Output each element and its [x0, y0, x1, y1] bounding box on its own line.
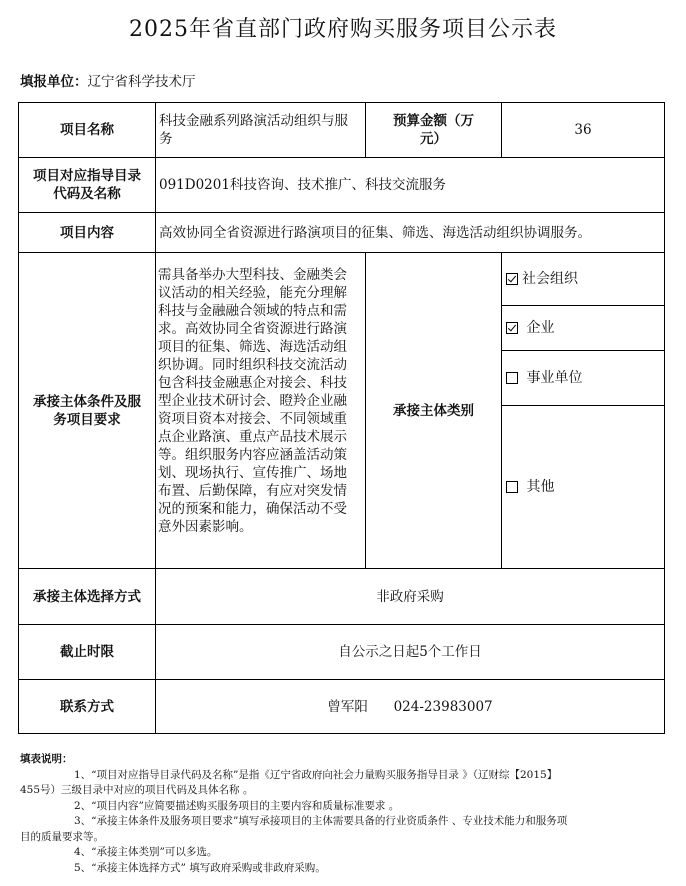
checkbox-unchecked-icon[interactable] — [506, 481, 518, 493]
page-title: 2025年省直部门政府购买服务项目公示表 — [129, 17, 557, 42]
instruction-1-cont: 455号）三级目录中对应的项目代码及具体名称 。 — [20, 784, 254, 796]
type-option-label: 事业单位 — [526, 370, 583, 386]
type-option-other[interactable] — [502, 406, 664, 569]
deadline-value: 自公示之日起5个工作日 — [156, 625, 664, 680]
type-option-label: 社会组织 — [522, 271, 578, 287]
project-name-value: 科技金融系列路演活动组织与服务 — [156, 103, 366, 158]
reporting-unit — [20, 70, 196, 90]
type-option-public-institution[interactable] — [502, 351, 664, 406]
type-option-label: 其他 — [526, 479, 555, 495]
budget-label: 预算金额（万元） — [366, 103, 502, 158]
entity-type-label: 承接主体类别 — [366, 253, 502, 569]
reporting-unit-label: 填报单位： — [20, 74, 88, 90]
requirements-label: 承接主体条件及服务项目要求 — [19, 253, 156, 569]
instruction-4: 4、“承接主体类别”可以多选。 — [74, 846, 218, 858]
type-option-label: 企业 — [526, 320, 555, 336]
catalog-value: 091D0201科技咨询、技术推广、科技交流服务 — [156, 158, 664, 213]
content-value: 高效协同全省资源进行路演项目的征集、筛选、海选活动组织协调服务。 — [156, 213, 664, 253]
requirements-value: 需具备举办大型科技、金融类会议活动的相关经验，能充分理解科技与金融融合领域的特点和需求。高效协同全省资源进行路演项目的征集、筛选、海选活动组织协调。同时组织科技交流活动包含科技金融惠企对接会、科技型企业技术研讨会、瞪羚企业融资项目资本对接会、不同领域重点企业路演、重点产品技术展示等。组织服务内容应涵盖活动策划、现场执行、宣传推广、场地布置、后勤保障，有应对突发情况的预案和能力，确保活动不受意外因素影响。 — [156, 253, 366, 569]
contact-label: 联系方式 — [19, 680, 156, 733]
budget-value: 36 — [502, 103, 664, 158]
project-name-label: 项目名称 — [19, 103, 156, 158]
contact-phone: 024-23983007 — [393, 698, 493, 715]
type-option-enterprise[interactable] — [502, 306, 664, 351]
contact-name: 曾军阳 — [327, 698, 368, 715]
instruction-5: 5、“承接主体选择方式” 填写政府采购或非政府采购。 — [74, 861, 326, 874]
announcement-table — [18, 102, 665, 734]
checkbox-unchecked-icon[interactable] — [506, 372, 518, 384]
instruction-1: 1、“项目对应指导目录代码及名称”是指《辽宁省政府向社会力量购买服务指导目录 》（辽财综【2015】 — [74, 768, 558, 781]
type-option-social-org[interactable] — [502, 253, 664, 306]
deadline-label: 截止时限 — [19, 625, 156, 680]
checkbox-checked-icon[interactable] — [506, 273, 518, 285]
checkbox-checked-icon[interactable] — [506, 322, 518, 334]
instruction-2: 2、“项目内容”应简要描述购买服务项目的主要内容和质量标准要求 。 — [74, 799, 400, 812]
contact-value — [156, 680, 664, 733]
instructions-heading: 填表说明： — [20, 753, 73, 765]
content-label: 项目内容 — [19, 213, 156, 253]
reporting-unit-value: 辽宁省科学技术厅 — [87, 74, 196, 90]
instruction-3: 3、“承接主体条件及服务项目要求”填写承接项目的主体需要具备的行业资质条件 、专业技术能力和服务项 — [74, 815, 568, 827]
instruction-3-cont: 目的质量要求等。 — [20, 830, 104, 843]
selection-method-value: 非政府采购 — [156, 569, 664, 625]
filling-instructions — [20, 752, 670, 876]
selection-method-label: 承接主体选择方式 — [19, 569, 156, 625]
catalog-label: 项目对应指导目录代码及名称 — [19, 158, 156, 213]
